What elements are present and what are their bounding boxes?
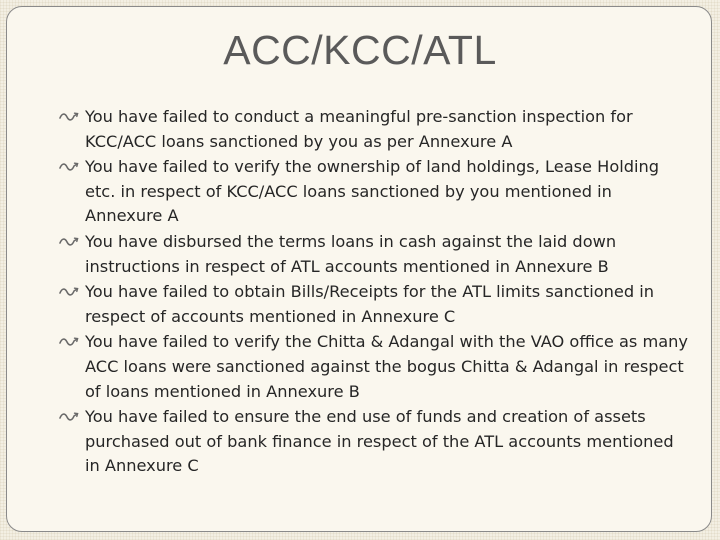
- wavy-bullet-icon: [59, 411, 79, 423]
- slide-content-panel: [6, 6, 712, 532]
- bullet-item: [85, 155, 689, 229]
- wavy-bullet-icon: [59, 111, 79, 123]
- bullet-item: [85, 280, 689, 329]
- bullet-item: [85, 330, 689, 404]
- bullet-item: [85, 105, 689, 154]
- wavy-bullet-icon: [59, 336, 79, 348]
- wavy-bullet-icon: [59, 161, 79, 173]
- bullet-item: [85, 405, 689, 479]
- bullet-text: You have failed to verify the ownership of land holdings, Lease Holding etc. in respect of KCC/ACC loans sanctioned by you mentioned in Annexure A: [85, 157, 660, 226]
- slide-title: ACC/KCC/ATL: [223, 27, 497, 73]
- bullet-list: [85, 105, 689, 480]
- bullet-text: You have failed to ensure the end use of funds and creation of assets purchased out of bank finance in respect of the ATL accounts mentioned in Annexure C: [85, 407, 674, 476]
- bullet-text: You have failed to obtain Bills/Receipts for the ATL limits sanctioned in respect of accounts mentioned in Annexure C: [85, 282, 654, 326]
- wavy-bullet-icon: [59, 236, 79, 248]
- bullet-text: You have failed to conduct a meaningful pre-sanction inspection for KCC/ACC loans sanctioned by you as per Annexure A: [85, 107, 633, 151]
- bullet-item: [85, 230, 689, 279]
- wavy-bullet-icon: [59, 286, 79, 298]
- bullet-text: You have failed to verify the Chitta & Adangal with the VAO office as many ACC loans were sanctioned against the bogus Chitta & Adangal in respect of loans mentioned in Annexure B: [85, 332, 689, 401]
- bullet-text: You have disbursed the terms loans in cash against the laid down instructions in respect of ATL accounts mentioned in Annexure B: [85, 231, 617, 276]
